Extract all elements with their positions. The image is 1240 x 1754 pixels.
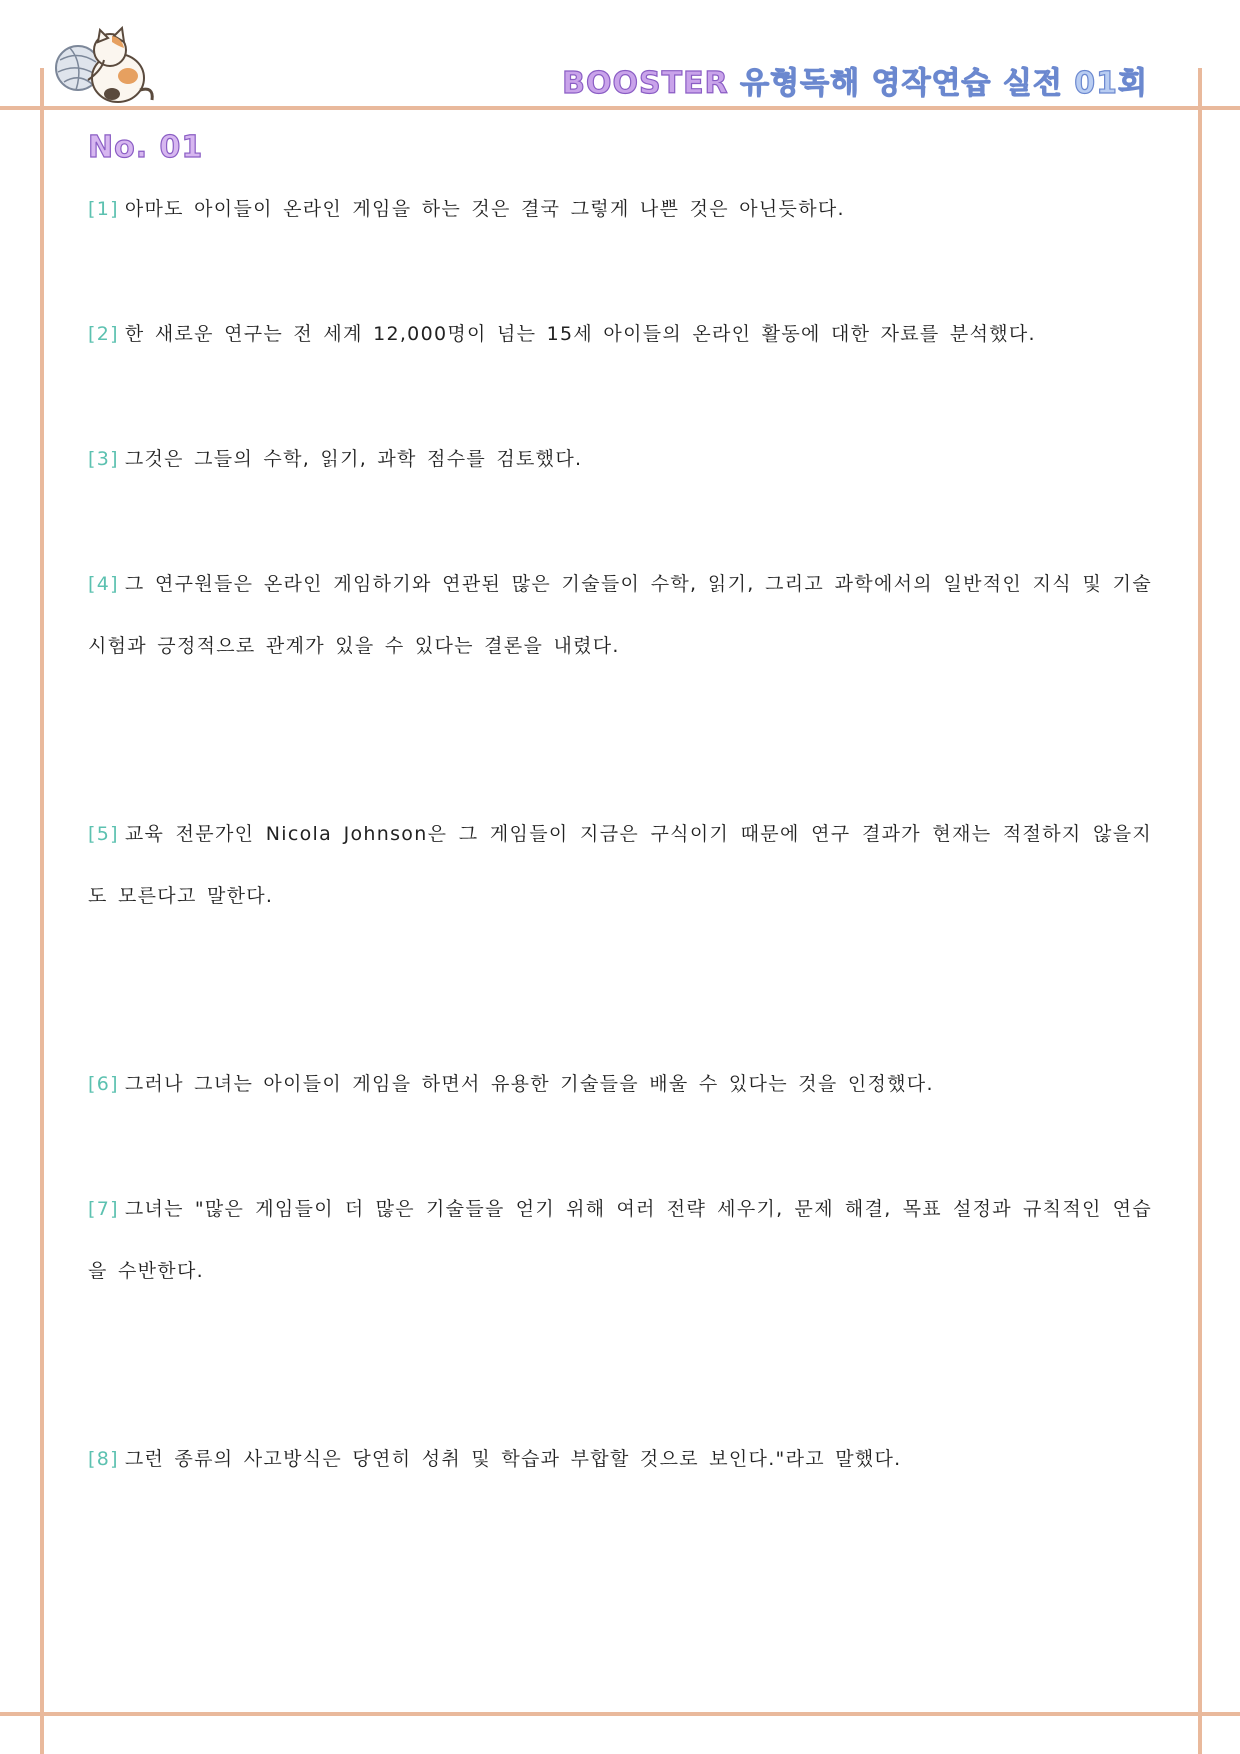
footer-rule	[0, 1712, 1240, 1716]
sentence-number: [2]	[88, 323, 119, 345]
sentence-4	[88, 553, 1152, 677]
right-margin-rule	[1198, 68, 1202, 1754]
sentence-text: 아마도 아이들이 온라인 게임을 하는 것은 결국 그렇게 나쁜 것은 아닌듯하다.	[124, 198, 845, 220]
left-margin-rule	[40, 68, 44, 1754]
sentence-6	[88, 1053, 1152, 1115]
header-rule	[0, 106, 1240, 110]
sentence-number: [1]	[88, 198, 119, 220]
brand-label: BOOSTER	[562, 66, 729, 101]
sentence-number: [4]	[88, 573, 119, 595]
section-number: No. 01	[88, 130, 204, 165]
sentence-number: [7]	[88, 1198, 119, 1220]
sentence-text: 한 새로운 연구는 전 세계 12,000명이 넘는 15세 아이들의 온라인 활동에 대한 자료를 분석했다.	[124, 323, 1036, 345]
sentence-7	[88, 1178, 1152, 1302]
sentence-number: [3]	[88, 448, 119, 470]
sentence-8	[88, 1428, 1152, 1490]
sentence-number: [5]	[88, 823, 119, 845]
sentence-text: 그녀는 "많은 게임들이 더 많은 기술들을 얻기 위해 여러 전략 세우기, 문제 해결, 목표 설정과 규칙적인 연습을 수반한다.	[88, 1198, 1152, 1282]
sentence-2	[88, 303, 1152, 365]
sentence-number: [8]	[88, 1448, 119, 1470]
sentence-1	[88, 178, 1152, 240]
sentence-text: 그러나 그녀는 아이들이 게임을 하면서 유용한 기술들을 배울 수 있다는 것을 인정했다.	[124, 1073, 934, 1095]
sentence-number: [6]	[88, 1073, 119, 1095]
sentence-3	[88, 428, 1152, 490]
sentence-text: 교육 전문가인 Nicola Johnson은 그 게임들이 지금은 구식이기 때문에 연구 결과가 현재는 적절하지 않을지도 모른다고 말한다.	[88, 823, 1153, 907]
cat-with-yarn-icon	[48, 20, 158, 110]
sentence-text: 그런 종류의 사고방식은 당연히 성취 및 학습과 부합할 것으로 보인다."라고 말했다.	[124, 1448, 902, 1470]
sentence-text: 그 연구원들은 온라인 게임하기와 연관된 많은 기술들이 수학, 읽기, 그리고 과학에서의 일반적인 지식 및 기술 시험과 긍정적으로 관계가 있을 수 있다는 결론을 내렸다.	[88, 573, 1152, 657]
sentence-text: 그것은 그들의 수학, 읽기, 과학 점수를 검토했다.	[124, 448, 583, 470]
title-text: 유형독해 영작연습 실전 01회	[740, 66, 1148, 101]
worksheet-title	[562, 58, 1148, 102]
sentence-5	[88, 803, 1152, 927]
